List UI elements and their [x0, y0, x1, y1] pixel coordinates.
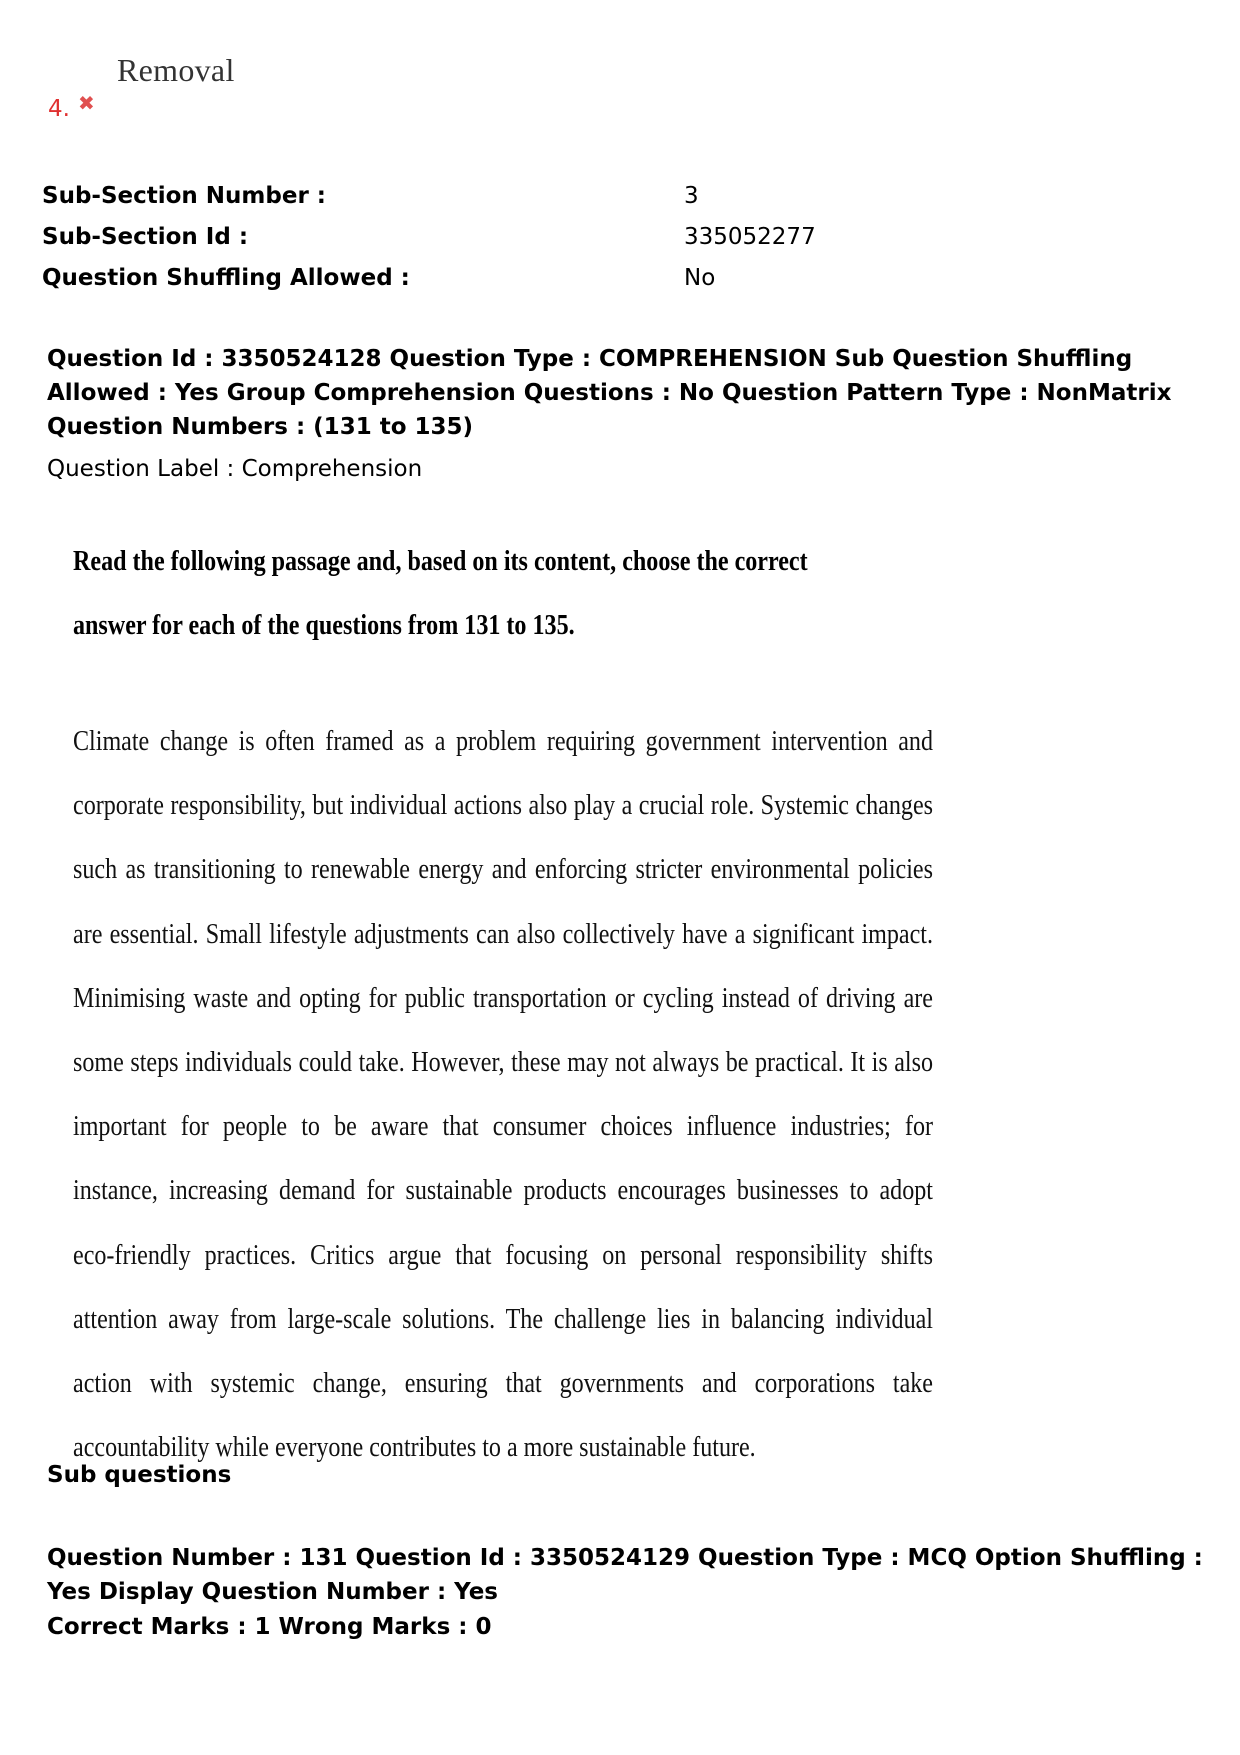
sub-section-id-row: [42, 216, 1042, 257]
question-shuffling-label: Question Shuffling Allowed :: [42, 264, 410, 291]
option-number: 4.: [48, 96, 70, 122]
sub-section-id-label: Sub-Section Id :: [42, 223, 249, 250]
question-header: Question Id : 3350524128 Question Type : COMPREHENSION Sub Question Shuffling Allowed : Yes Group Comprehension Questions : No Question Pattern Type : NonMatrix: [47, 346, 1172, 406]
passage-instruction: Read the following passage and, based on its content, choose the correct answer for each of the questions from 131 to 135.: [73, 546, 808, 641]
sub-section-info: [42, 175, 1042, 298]
sub-questions-heading: Sub questions: [47, 1462, 232, 1488]
sub-section-number-row: [42, 175, 1042, 216]
option-row: [48, 91, 95, 122]
question-shuffling-row: [42, 257, 1042, 298]
question-label: Question Label : Comprehension: [47, 456, 423, 482]
previous-option-text: Removal: [117, 52, 235, 88]
passage-text: Climate change is often framed as a problem requiring government intervention and corporate responsibility, but individual actions also play a crucial role. Systemic changes such as transitioning to renewable energy and enforcing stricter environmental policies are essential. Small lifestyle adjustments can also collectively have a significant impact. Minimising waste and opting for public transportation or cycling instead of driving are some steps individuals could take. However, these may not always be practical. It is also important for people to be aware that consumer choices influence industries; for instance, increasing demand for sustainable products encourages businesses to adopt eco-friendly practices. Critics argue that focusing on personal responsibility shifts attention away from large-scale solutions. The challenge lies in balancing individual action with systemic change, ensuring that governments and corporations take accountability while everyone contributes to a more sustainable future.: [73, 726, 933, 1464]
cross-icon: ✖: [77, 91, 95, 115]
sub-question-header: Question Number : 131 Question Id : 3350524129 Question Type : MCQ Option Shuffling : Yes Display Question Number : Yes: [47, 1545, 1203, 1605]
question-shuffling-value: No: [684, 264, 716, 291]
question-numbers: Question Numbers : (131 to 135): [47, 414, 474, 440]
sub-section-id-value: 335052277: [684, 223, 816, 250]
sub-section-number-value: 3: [684, 182, 699, 209]
sub-question-marks: Correct Marks : 1 Wrong Marks : 0: [47, 1614, 492, 1640]
sub-section-number-label: Sub-Section Number :: [42, 182, 327, 209]
